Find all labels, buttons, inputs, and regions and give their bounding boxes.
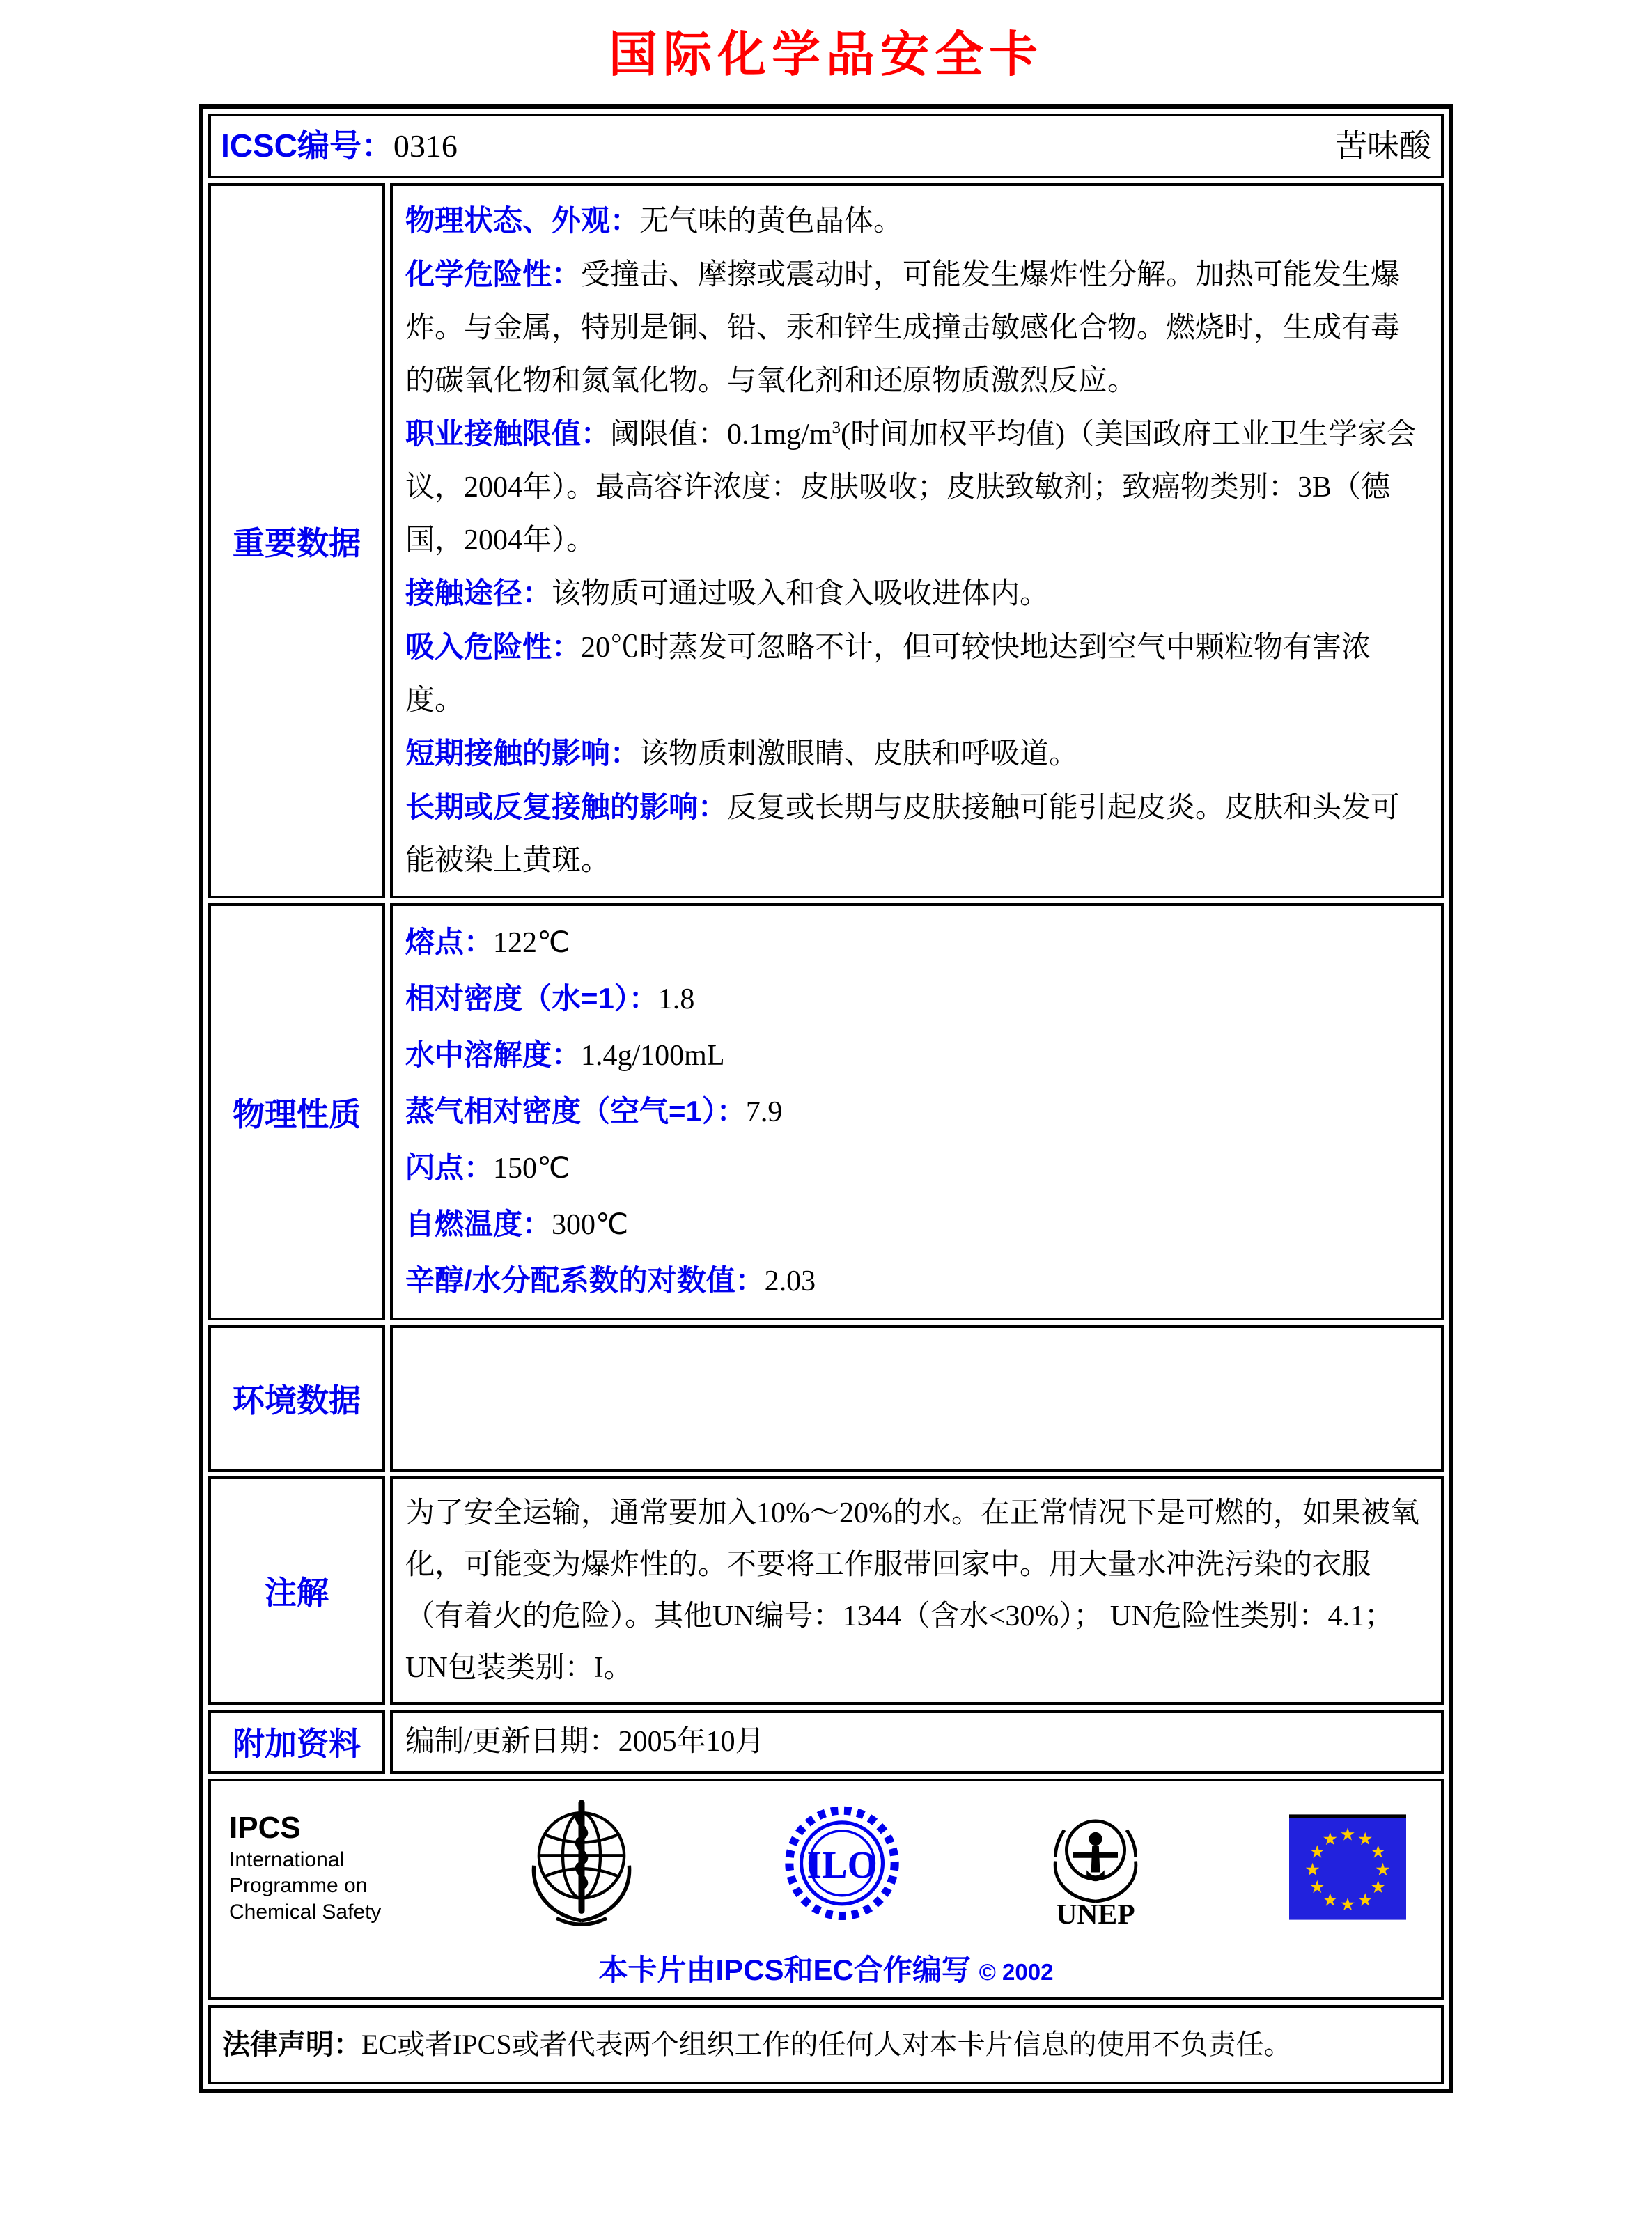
icsc-number-value: 0316 bbox=[393, 128, 458, 164]
paragraph-label: 化学危险性： bbox=[405, 258, 582, 290]
icsc-number-group bbox=[221, 120, 458, 171]
svg-text:★: ★ bbox=[1357, 1889, 1373, 1910]
environment-content bbox=[390, 1325, 1444, 1472]
physical-properties-row bbox=[208, 903, 1444, 1320]
important-paragraph: 物理状态、外观：无气味的黄色晶体。 bbox=[405, 204, 903, 237]
svg-text:★: ★ bbox=[1309, 1841, 1325, 1862]
physical-properties-list bbox=[390, 903, 1444, 1320]
svg-text:★: ★ bbox=[1375, 1859, 1391, 1880]
svg-text:★: ★ bbox=[1357, 1828, 1373, 1849]
physical-property-line: 蒸气相对密度（空气=1）：7.9 bbox=[405, 1095, 783, 1128]
physical-property-line: 水中溶解度：1.4g/100mL bbox=[405, 1038, 725, 1072]
property-label: 自燃温度： bbox=[405, 1208, 552, 1240]
property-label: 熔点： bbox=[405, 926, 494, 958]
ipcs-line-3: Chemical Safety bbox=[229, 1900, 382, 1924]
paragraph-label: 长期或反复接触的影响： bbox=[405, 790, 728, 823]
important-data-label: 重要数据 bbox=[208, 183, 385, 898]
important-paragraph: 吸入危险性：20℃时蒸发可忽略不计，但可较快地达到空气中颗粒物有害浓度。 bbox=[405, 630, 1371, 717]
additional-info-text: 编制/更新日期：2005年10月 bbox=[390, 1710, 1444, 1774]
paragraph-label: 吸入危险性： bbox=[405, 630, 582, 663]
important-paragraph: 短期接触的影响：该物质刺激眼睛、皮肤和呼吸道。 bbox=[405, 737, 1079, 770]
important-paragraph: 化学危险性：受撞击、摩擦或震动时，可能发生爆炸性分解。加热可能发生爆炸。与金属，特别是铜、铅、汞和锌生成撞击敏感化合物。燃烧时，生成有毒的碳氧化物和氮氧化物。与氧化剂和还原物质激烈反应。 bbox=[405, 258, 1401, 397]
important-paragraphs bbox=[390, 183, 1444, 898]
additional-info-row bbox=[208, 1710, 1444, 1774]
svg-text:★: ★ bbox=[1339, 1823, 1356, 1844]
physical-property-line: 熔点：122℃ bbox=[405, 926, 570, 959]
ipcs-line-2: Programme on bbox=[229, 1874, 368, 1898]
property-label: 辛醇/水分配系数的对数值： bbox=[405, 1264, 765, 1297]
legal-text: EC或者IPCS或者代表两个组织工作的任何人对本卡片信息的使用不负责任。 bbox=[361, 2029, 1292, 2060]
header-cell bbox=[208, 114, 1444, 178]
notes-text: 为了安全运输，通常要加入10%～20%的水。在正常情况下是可燃的，如果被氧化，可能变为爆炸性的。不要将工作服带回家中。用大量水冲洗污染的衣服（有着火的危险）。其他UN编号：1344（含水<30%）； UN危险性类别：4.1； UN包装类别：I。 bbox=[390, 1476, 1444, 1705]
ilo-logo-icon bbox=[782, 1795, 902, 1938]
physical-property-line: 闪点：150℃ bbox=[405, 1151, 570, 1185]
page-title: 国际化学品安全卡 bbox=[609, 27, 1043, 81]
legal-row bbox=[208, 2005, 1444, 2084]
notes-label: 注解 bbox=[208, 1476, 385, 1705]
property-label: 水中溶解度： bbox=[405, 1038, 582, 1071]
icsc-number-label: ICSC编号： bbox=[221, 127, 393, 164]
ipcs-line-1: International bbox=[229, 1848, 345, 1871]
important-paragraph: 职业接触限值：阈限值：$0.1mg/m^3$(时间加权平均值)（美国政府工业卫生学家会议，2004年）。最高容许浓度：皮肤吸收；皮肤致敏剂；致癌物类别：3B（德国，2004年）。 bbox=[405, 417, 1417, 556]
unep-logo-icon bbox=[1040, 1795, 1151, 1938]
svg-text:★: ★ bbox=[1370, 1876, 1386, 1897]
eu-flag-icon bbox=[1289, 1814, 1406, 1920]
header-row bbox=[208, 114, 1444, 178]
legal-cell bbox=[208, 2005, 1444, 2084]
paragraph-label: 职业接触限值： bbox=[405, 417, 611, 450]
caption-copyright: © 2002 bbox=[979, 1959, 1054, 1985]
physical-property-line: 辛醇/水分配系数的对数值：2.03 bbox=[405, 1264, 816, 1297]
important-paragraph: 接触途径：该物质可通过吸入和食入吸收进体内。 bbox=[405, 577, 1050, 610]
physical-properties-label: 物理性质 bbox=[208, 903, 385, 1320]
additional-info-label: 附加资料 bbox=[208, 1710, 385, 1774]
environment-row bbox=[208, 1325, 1444, 1472]
paragraph-label: 物理状态、外观： bbox=[405, 204, 640, 237]
svg-text:★: ★ bbox=[1304, 1859, 1320, 1880]
svg-text:★: ★ bbox=[1309, 1876, 1325, 1897]
svg-text:UNEP: UNEP bbox=[1056, 1898, 1135, 1930]
chemical-name: 苦味酸 bbox=[1335, 127, 1431, 164]
paragraph-label: 接触途径： bbox=[405, 577, 552, 609]
caption-text: 本卡片由IPCS和EC合作编写 bbox=[598, 1953, 971, 1986]
svg-text:★: ★ bbox=[1322, 1828, 1339, 1849]
svg-text:★: ★ bbox=[1370, 1841, 1386, 1862]
property-label: 闪点： bbox=[405, 1151, 494, 1184]
svg-text:★: ★ bbox=[1322, 1889, 1339, 1910]
who-logo-icon bbox=[519, 1795, 644, 1938]
environment-label: 环境数据 bbox=[208, 1325, 385, 1472]
important-data-row bbox=[208, 183, 1444, 898]
svg-text:★: ★ bbox=[1339, 1894, 1356, 1914]
important-paragraph: 长期或反复接触的影响：反复或长期与皮肤接触可能引起皮炎。皮肤和头发可能被染上黄斑。 bbox=[405, 790, 1401, 877]
notes-row bbox=[208, 1476, 1444, 1705]
property-label: 相对密度（水=1）： bbox=[405, 982, 658, 1015]
physical-property-line: 自燃温度：300℃ bbox=[405, 1208, 629, 1241]
logos-cell bbox=[208, 1779, 1444, 2000]
ipcs-acronym: IPCS bbox=[229, 1810, 301, 1845]
svg-text:ILO: ILO bbox=[806, 1843, 878, 1886]
paragraph-label: 短期接触的影响： bbox=[405, 737, 640, 770]
cooperation-caption bbox=[225, 1951, 1427, 1992]
property-label: 蒸气相对密度（空气=1）： bbox=[405, 1095, 746, 1128]
logos-row bbox=[208, 1779, 1444, 2000]
legal-label: 法律声明： bbox=[222, 2029, 361, 2060]
ipcs-text-block bbox=[229, 1809, 381, 1926]
icsc-card-table bbox=[199, 104, 1453, 2093]
physical-property-line: 相对密度（水=1）：1.8 bbox=[405, 982, 695, 1015]
